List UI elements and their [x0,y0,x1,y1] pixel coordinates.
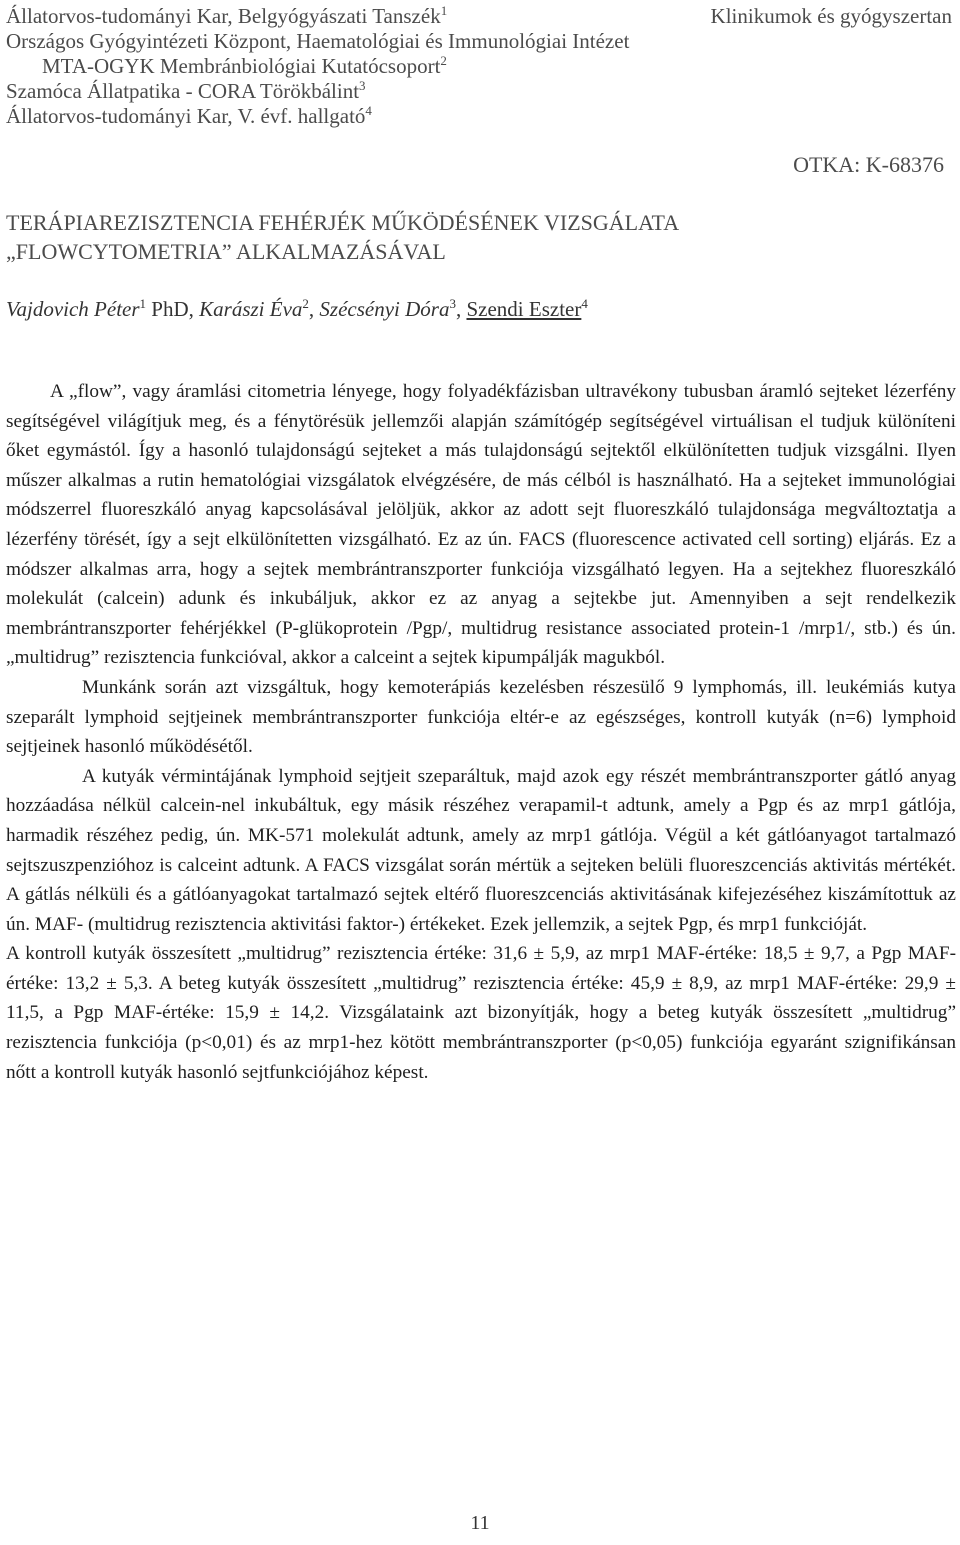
section-label: Klinikumok és gyógyszertan [710,4,952,28]
page-number: 11 [470,1512,490,1534]
paragraph: A kontroll kutyák összesített „multidrug” rezisztencia értéke: 31,6 ± 5,9, az mrp1 MAF-értéke: 18,5 ± 9,7, a Pgp MAF-értéke: 13,2 ± 5,3. A beteg kutyák összesített „multidrug” rezisztencia értéke: 45,9 ± 8,9, az mrp1 MAF-értéke: 29,9 ± 11,5, a Pgp MAF-értéke: 15,9 ± 14,2. Vizsgálataink azt bizonyítják, hogy a beteg kutyák összesített „multidrug” rezisztencia funkciója (p<0,01) és az mrp1-hez kötött membrántranszporter (p<0,05) funkciója egyaránt szignifikánsan nőtt a kontroll kutyák hasonló sejtfunkciójához képest. [6,943,956,1083]
author-list: Vajdovich Péter$^1$ PhD, Karászi Éva$^2$, Szécsényi Dóra$^3$, Szendi Eszter$^4$ [6,296,588,321]
paragraph: Munkánk során azt vizsgáltuk, hogy kemoterápiás kezelésben részesülő 9 lymphomás, ill. leukémiás kutya szeparált lymphoid sejtjeinek membrántranszporter funkciója eltér-e az egészséges, kontroll kutyák (n=6) lymphoid sejtjeinek hasonló működésétől. [6,676,956,758]
affiliation-line: Szamóca Állatpatika - CORA Törökbálint$^3$ [6,78,366,103]
paragraph: A kutyák vérmintájának lymphoid sejtjeit szeparáltuk, majd azok egy részét membrántranszporter gátló anyag hozzáadása nélkül calcein-nel inkubáltuk, egy másik részéhez verapamil-t adtunk, amely a Pgp és az mrp1 gátlója, harmadik részéhez pedig, ún. MK-571 molekulát adtunk, amely az mrp1 gátlója. Végül a két gátlóanyagot tartalmazó sejtszuszpenzióhoz is calceint adtunk. A FACS vizsgálat során mértük a sejteken belüli fluoreszcenciás aktivitás mértékét. A gátlás nélküli és a gátlóanyagokat tartalmazó sejtek eltérő fluoreszcenciás aktivitásának kifejezéséhez kiszámítottuk az ún. MAF- (multidrug rezisztencia aktivitási faktor-) értékeket. Ezek jellemzik, a sejtek Pgp, és mrp1 funkcióját. [6,765,956,935]
grant-number: OTKA: K-68376 [793,152,944,177]
title-line-2: „FLOWCYTOMETRIA” ALKALMAZÁSÁVAL [6,239,446,264]
affiliation-line: Állatorvos-tudományi Kar, V. évf. hallgató$^4$ [6,103,372,128]
affiliation-line: Országos Gyógyintézeti Központ, Haematológiai és Immunológiai Intézet [6,29,630,53]
paragraph: A „flow”, vagy áramlási citometria lényege, hogy folyadékfázisban ultravékony tubusban áramló sejteket lézerfény segítségével világítjuk meg, és a fénytörésük jellemzői alapján számítógép segítségével virtuálisan el tudjuk különíteni őket egymástól. Így a hasonló tulajdonságú sejteket a más tulajdonságú sejtektől elkülönítetten tudjuk vizsgálni. Ilyen műszer alkalmas a rutin hematológiai vizsgálatok elvégzésére, de más célból is használható. Ha a sejteket immunológiai módszerrel fluoreszkáló anyag kapcsolásával jelöljük, akkor az adott sejt fluoreszkáló tulajdonsága megváltoztatja a lézerfény törését, így a sejt elkülönítetten vizsgálható. Ez az ún. FACS (fluorescence activated cell sorting) eljárás. Ez a módszer alkalmas arra, hogy a sejtek membrántranszporter funkciója vizsgálható legyen. Ha a sejtekhez fluoreszkáló molekulát (calcein) adunk és inkubáljuk, akkor ez az anyag a sejtekbe jut. Amennyiben a sejt rendelkezik membrántranszporter fehérjékkel (P-glükoprotein /Pgp/, multidrug resistance associated protein-1 /mrp1/, stb.) és ún. „multidrug” rezisztencia funkcióval, akkor a calceint a sejtek kipumpálják magukból. [6,381,956,669]
title-line-1: TERÁPIAREZISZTENCIA FEHÉRJÉK MŰKÖDÉSÉNEK VIZSGÁLATA [6,210,680,235]
author-name: Karászi Éva [199,297,303,321]
paper-title [6,208,679,266]
abstract-body [6,377,956,1087]
affiliations [6,4,629,129]
author-name: Vajdovich Péter [6,297,140,321]
affiliation-line: Állatorvos-tudományi Kar, Belgyógyászati Tanszék$^1$ [6,3,448,28]
author-name: Szécsényi Dóra [319,297,450,321]
author-name: Szendi Eszter [466,297,582,321]
affiliation-line: MTA-OGYK Membránbiológiai Kutatócsoport$^2$ [42,53,447,78]
